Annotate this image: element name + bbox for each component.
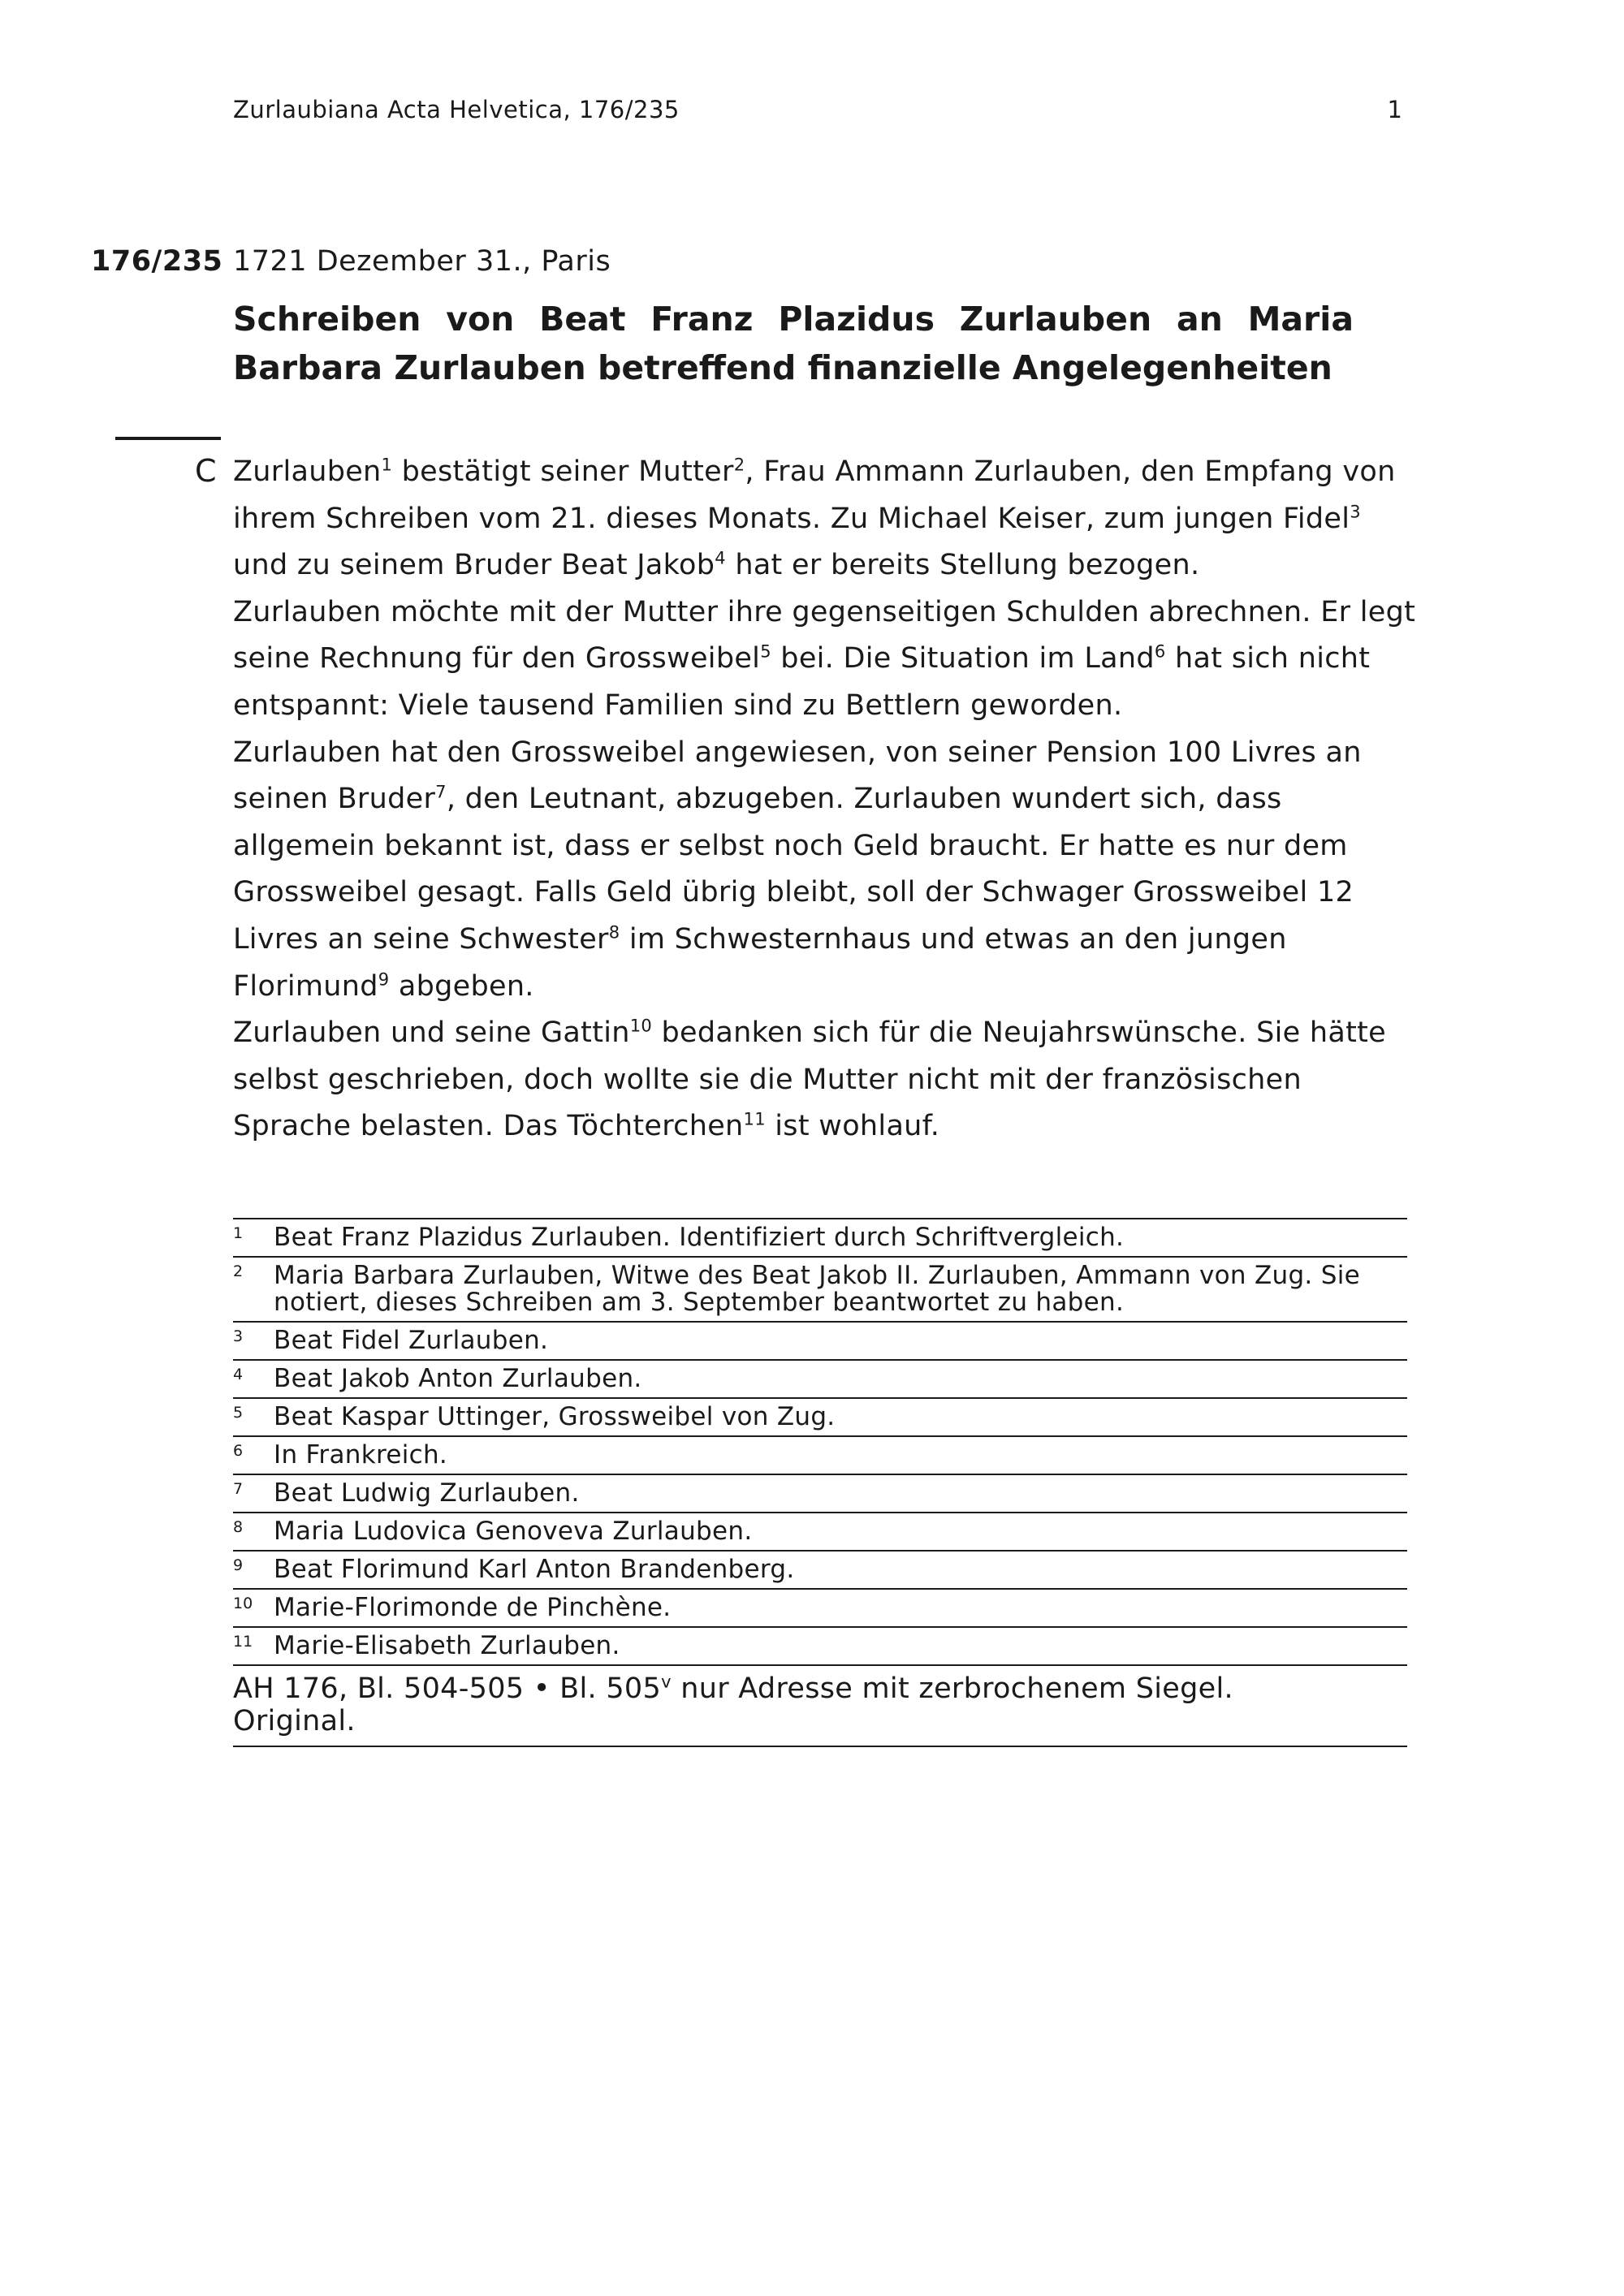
footnote-number: 11 [233,1633,253,1651]
footnote-ref[interactable]: 9 [378,969,390,989]
footnote-ref[interactable]: 8 [608,922,620,943]
footnote [233,1218,1407,1256]
footnote [233,1435,1407,1474]
footnote-number: 7 [233,1480,244,1498]
footnote-number: 1 [233,1224,244,1242]
footnote [233,1256,1407,1321]
margin-letter: C [195,453,217,489]
footnote-ref[interactable]: 2 [733,455,745,475]
footnote [233,1512,1407,1550]
footnote [233,1474,1407,1512]
footnote-text: Beat Ludwig Zurlauben. [274,1478,580,1508]
footnote [233,1550,1407,1588]
body-paragraph: Zurlauben und seine Gattin$^{10}$ bedanken sich für die Neujahrswünsche. Sie hätte selbst geschrieben, doch wollte sie die Mutter nicht mit der französischen Sprache belasten. Das Töchterchen$^{11}$ ist wohlauf. [233,1016,1386,1143]
footnote-number: 10 [233,1595,253,1612]
page-number: 1 [1387,96,1402,123]
footnote-text: Maria Barbara Zurlauben, Witwe des Beat Jakob II. Zurlauben, Ammann von Zug. Sie notiert, dieses Schreiben am 3. September beantwortet zu haben. [274,1261,1361,1317]
footnote-ref[interactable]: 10 [629,1016,653,1036]
footnote-text: Beat Fidel Zurlauben. [274,1326,549,1355]
footnotes [233,1218,1407,1747]
entry-number: 176/235 [91,245,223,278]
footnote-ref[interactable]: 1 [381,455,393,475]
footnote [233,1321,1407,1359]
footnote-text: Beat Kaspar Uttinger, Grossweibel von Zug. [274,1402,836,1431]
footnote-ref[interactable]: 11 [743,1109,766,1129]
entry-date: 1721 Dezember 31., Paris [233,245,611,278]
body-paragraph: Zurlauben möchte mit der Mutter ihre gegenseitigen Schulden abrechnen. Er legt seine Rechnung für den Grossweibel$^5$ bei. Die Situation im Land$^6$ hat sich nicht entspannt: Viele tausend Familien sind zu Bettlern geworden. [233,595,1416,722]
footnote-number: 4 [233,1366,244,1383]
footnote-ref[interactable]: 4 [715,548,726,568]
running-head: Zurlaubiana Acta Helvetica, 176/235 [233,96,680,123]
footnote-number: 2 [233,1262,244,1280]
footnote-text: Maria Ludovica Genoveva Zurlauben. [274,1517,753,1546]
footnote-text: Beat Florimund Karl Anton Brandenberg. [274,1555,795,1584]
margin-rule [115,437,221,440]
footnote-text: Marie-Florimonde de Pinchène. [274,1593,672,1622]
footnote-ref[interactable]: 7 [435,782,447,802]
footnote-text: In Frankreich. [274,1440,448,1470]
footnote-text: Marie-Elisabeth Zurlauben. [274,1631,620,1660]
footnote-text: Beat Jakob Anton Zurlauben. [274,1364,642,1393]
footnote [233,1588,1407,1626]
footnote-number: 6 [233,1442,244,1460]
footnote [233,1359,1407,1397]
body-paragraph: Zurlauben$^1$ bestätigt seiner Mutter$^2$, Frau Ammann Zurlauben, den Empfang von ihrem Schreiben vom 21. dieses Monats. Zu Michael Keiser, zum jungen Fidel$^3$ und zu seinem Bruder Beat Jakob$^4$ hat er bereits Stellung bezogen. [233,455,1396,582]
regest-body [233,449,1419,1150]
footnote-ref[interactable]: 3 [1350,501,1361,521]
footnote [233,1626,1407,1664]
footnote [233,1397,1407,1435]
footnote-text: Beat Franz Plazidus Zurlauben. Identifiziert durch Schriftvergleich. [274,1223,1125,1252]
footnote-ref[interactable]: 6 [1154,641,1166,662]
footnote-ref[interactable]: 5 [760,641,771,662]
footnote-number: 3 [233,1327,244,1345]
footnote-number: 9 [233,1556,244,1574]
body-paragraph: Zurlauben hat den Grossweibel angewiesen, von seiner Pension 100 Livres an seinen Bruder$^7$, den Leutnant, abzugeben. Zurlauben wundert sich, dass allgemein bekannt ist, dass er selbst noch Geld braucht. Er hatte es nur dem Grossweibel gesagt. Falls Geld übrig bleibt, soll der Schwager Grossweibel 12 Livres an seine Schwester$^8$ im Schwesternhaus und etwas an den jungen Florimund$^9$ abgeben. [233,736,1362,1003]
footnote-number: 5 [233,1404,244,1422]
footnote-number: 8 [233,1518,244,1536]
entry-title: Schreiben von Beat Franz Plazidus Zurlauben an Maria Barbara Zurlauben betreffend finanzielle Angelegenheiten [233,300,1354,387]
source-note: AH 176, Bl. 504-505 • Bl. 505$^v$ nur Adresse mit zerbrochenem Siegel. Original. [233,1664,1407,1747]
